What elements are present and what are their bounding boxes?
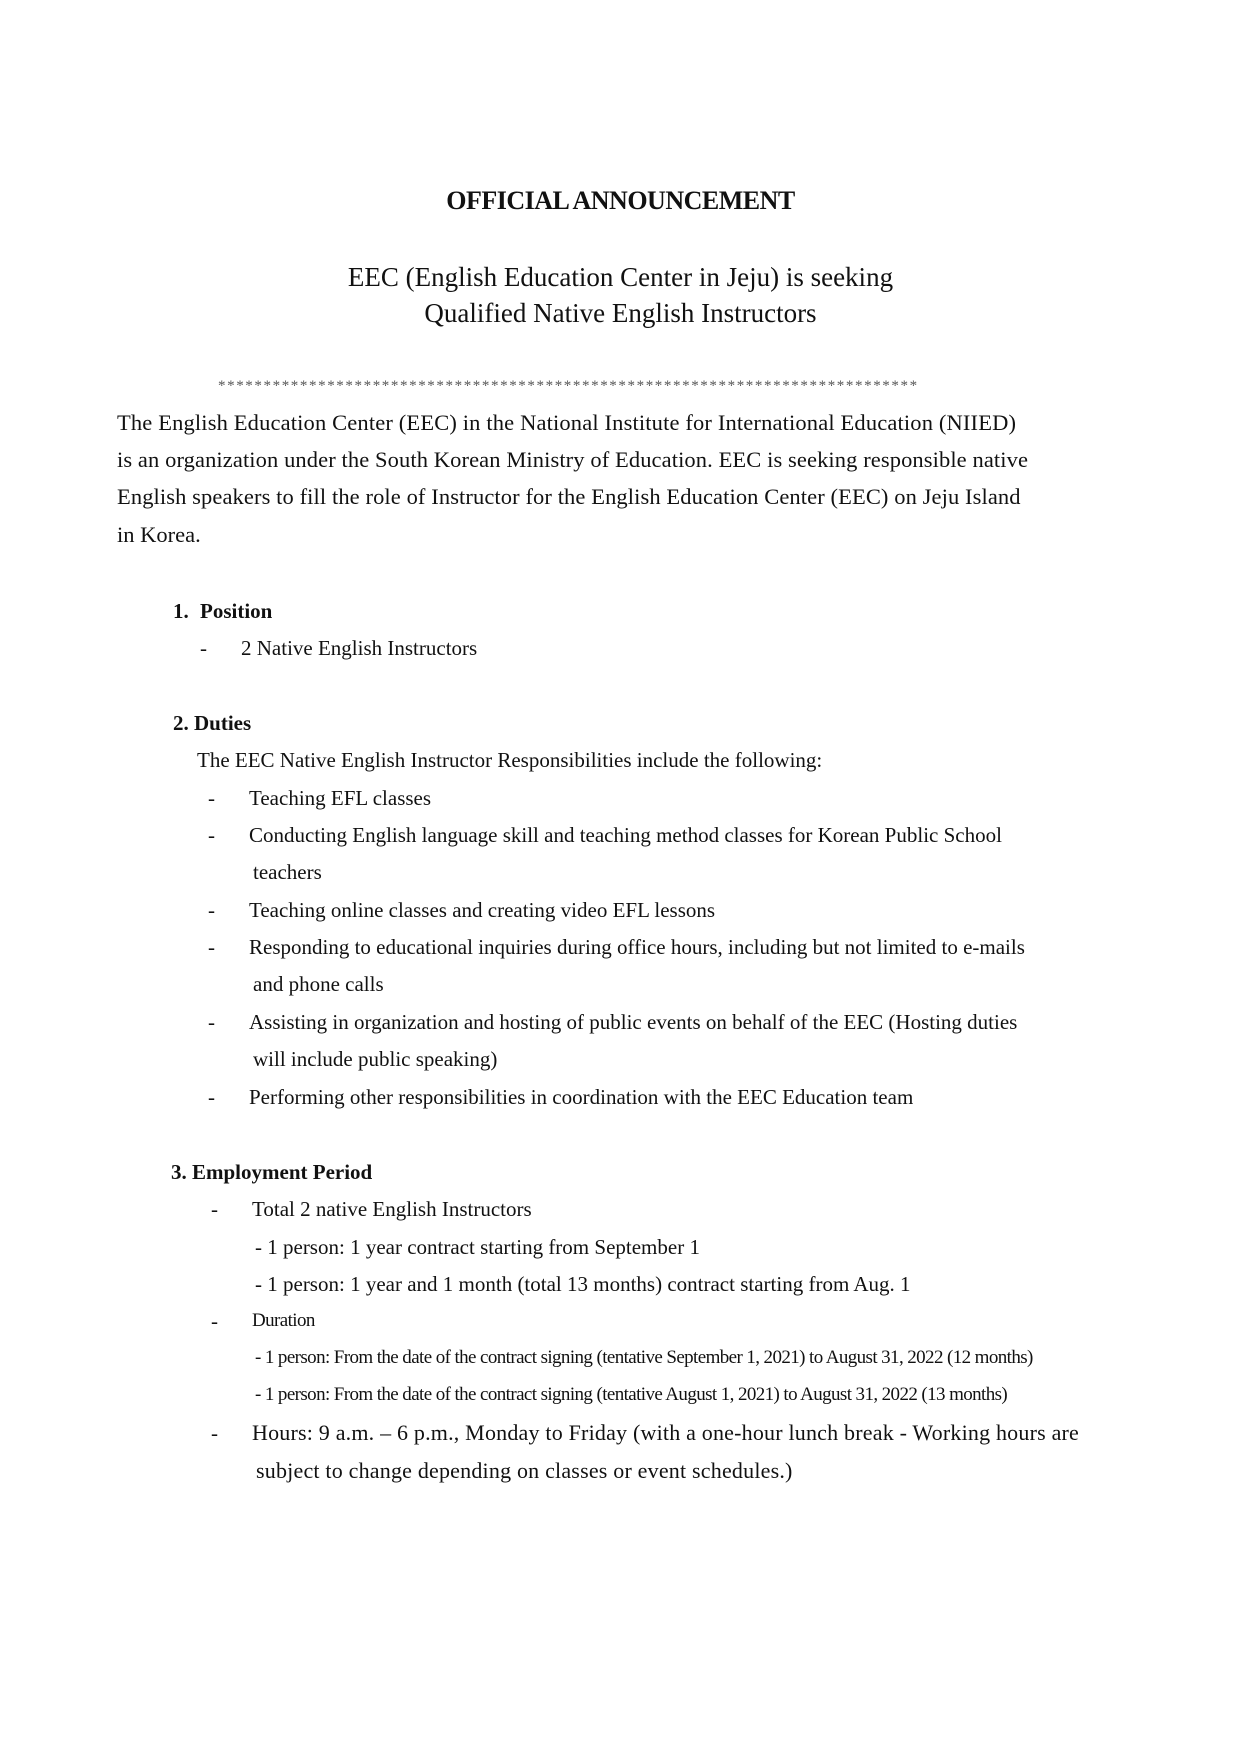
section-heading: Position: [200, 599, 273, 623]
intro-line: in Korea.: [117, 522, 201, 547]
section-heading: 3. Employment Period: [171, 1160, 373, 1184]
section-heading: 2. Duties: [173, 711, 252, 735]
document-subtitle-line1: EEC (English Education Center in Jeju) is seeking: [347, 262, 894, 292]
bullet-dash: -: [208, 786, 215, 810]
bullet-dash: -: [208, 823, 215, 847]
bullet-dash: -: [200, 636, 207, 660]
section-number: 1.: [173, 599, 189, 623]
intro-line: is an organization under the South Korean Ministry of Education. EEC is seeking responsible native: [117, 447, 1029, 472]
list-item-continuation: and phone calls: [253, 972, 384, 996]
list-item-continuation: will include public speaking): [253, 1047, 498, 1071]
sub-item: - 1 person: From the date of the contract signing (tentative September 1, 2021) to August 31, 2022 (12 months): [255, 1347, 1033, 1368]
list-item-continuation: teachers: [253, 860, 322, 884]
list-item: 2 Native English Instructors: [241, 636, 478, 660]
sub-item: - 1 person: 1 year and 1 month (total 13 months) contract starting from Aug. 1: [255, 1272, 911, 1296]
list-item: Hours: 9 a.m. – 6 p.m., Monday to Friday (with a one-hour lunch break - Working hours are: [252, 1420, 1080, 1445]
bullet-dash: -: [211, 1197, 218, 1221]
sub-item: - 1 person: From the date of the contract signing (tentative August 1, 2021) to August 31, 2022 (13 months): [255, 1384, 1008, 1405]
separator-line: *****************************************************************************: [218, 378, 919, 394]
list-item: Responding to educational inquiries during office hours, including but not limited to e-mails: [249, 935, 1025, 959]
list-item-continuation: subject to change depending on classes or event schedules.): [256, 1458, 793, 1483]
bullet-dash: -: [211, 1309, 218, 1333]
sub-item: - 1 person: 1 year contract starting from September 1: [255, 1235, 700, 1259]
intro-line: English speakers to fill the role of Instructor for the English Education Center (EEC) on Jeju Island: [117, 484, 1021, 509]
bullet-dash: -: [208, 1085, 215, 1109]
bullet-dash: -: [208, 1010, 215, 1034]
list-item: Conducting English language skill and teaching method classes for Korean Public School: [249, 823, 1002, 847]
bullet-dash: -: [208, 898, 215, 922]
list-item: Teaching online classes and creating video EFL lessons: [249, 898, 716, 922]
list-item: Assisting in organization and hosting of public events on behalf of the EEC (Hosting duties: [249, 1010, 1018, 1034]
list-item: Teaching EFL classes: [249, 786, 432, 810]
bullet-dash: -: [211, 1421, 218, 1445]
list-item: Performing other responsibilities in coordination with the EEC Education team: [249, 1085, 914, 1109]
document-title: OFFICIAL ANNOUNCEMENT: [446, 186, 795, 215]
bullet-dash: -: [208, 935, 215, 959]
intro-line: The English Education Center (EEC) in the National Institute for International Education (NIIED): [117, 410, 1017, 435]
section-lead: The EEC Native English Instructor Responsibilities include the following:: [197, 748, 823, 772]
list-item: Total 2 native English Instructors: [252, 1197, 532, 1221]
document-subtitle-line2: Qualified Native English Instructors: [424, 298, 817, 328]
list-item: Duration: [252, 1310, 315, 1331]
